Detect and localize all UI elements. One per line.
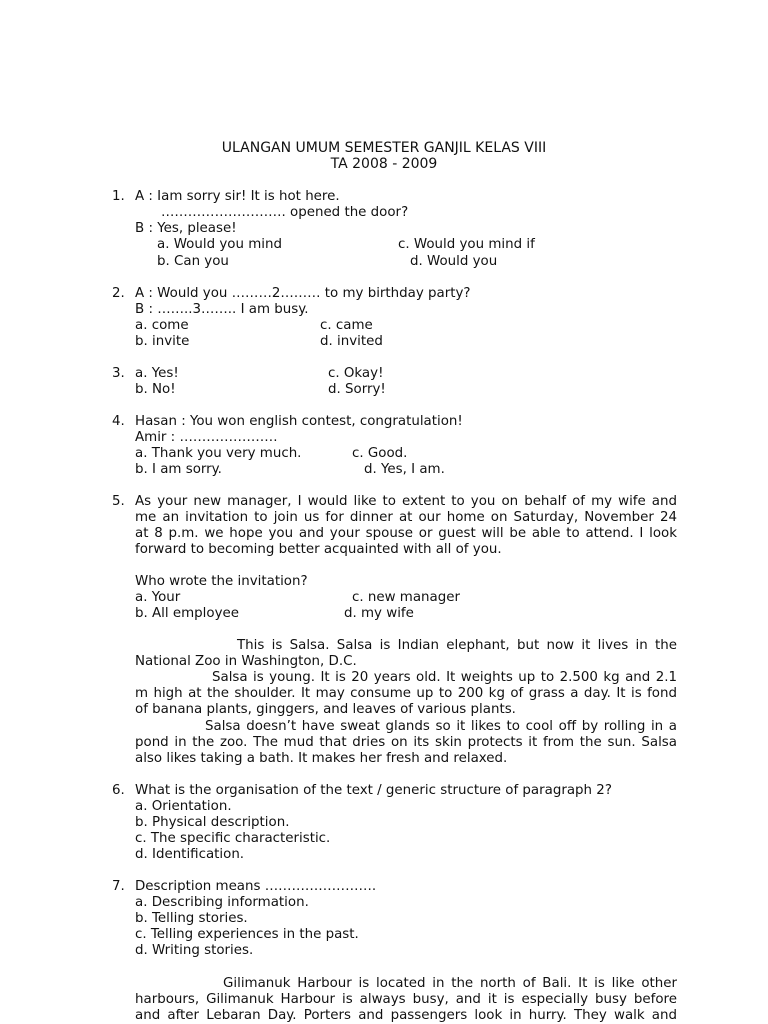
option-a: a. Your <box>135 590 181 605</box>
exam-year: TA 2008 - 2009 <box>330 156 438 172</box>
option-c: c. The specific characteristic. <box>135 831 331 846</box>
option-a: a. Would you mind <box>157 237 282 252</box>
option-c: c. came <box>320 318 373 333</box>
question-number: 7. <box>112 879 125 894</box>
question-text: Who wrote the invitation? <box>135 574 308 589</box>
invitation-text-line: As your new manager, I would like to extent to you on behalf of my wife and <box>135 494 677 509</box>
option-b: b. Can you <box>157 254 229 269</box>
exam-title: ULANGAN UMUM SEMESTER GANJIL KELAS VIII <box>221 140 547 156</box>
option-a: a. Yes! <box>135 366 179 381</box>
option-a: a. Orientation. <box>135 799 232 814</box>
dialogue-line: Amir : …………………. <box>135 430 278 445</box>
option-b: b. No! <box>135 382 176 397</box>
question-number: 3. <box>112 366 125 381</box>
option-a: a. come <box>135 318 189 333</box>
dialogue-line: B : ……..3…….. I am busy. <box>135 302 309 317</box>
question-number: 5. <box>112 494 125 509</box>
option-c: c. new manager <box>352 590 460 605</box>
passage-line: harbours, Gilimanuk Harbour is always busy, and it is especially busy before <box>135 992 677 1007</box>
question-number: 6. <box>112 783 125 798</box>
passage-line: m high at the shoulder. It may consume up to 200 kg of grass a day. It is fond <box>135 686 677 701</box>
option-d: d. my wife <box>344 606 414 621</box>
option-d: d. Identification. <box>135 847 245 862</box>
invitation-text-line: at 8 p.m. we hope you and your spouse or guest will be able to attend. I look <box>135 526 677 541</box>
passage-line: National Zoo in Washington, D.C. <box>135 654 357 669</box>
passage-line: This is Salsa. Salsa is Indian elephant, but now it lives in the <box>237 638 677 653</box>
option-b: b. invite <box>135 334 190 349</box>
dialogue-line: A : Would you ………2……… to my birthday party? <box>135 286 471 301</box>
dialogue-line: ………………………. opened the door? <box>161 205 409 220</box>
passage-line: of banana plants, ginggers, and leaves of various plants. <box>135 702 516 717</box>
question-text: What is the organisation of the text / generic structure of paragraph 2? <box>135 783 612 798</box>
invitation-text-line: forward to becoming better acquainted with all of you. <box>135 542 502 557</box>
passage-line: Salsa is young. It is 20 years old. It weights up to 2.500 kg and 2.1 <box>212 670 677 685</box>
passage-line: Gilimanuk Harbour is located in the north of Bali. It is like other <box>223 976 677 991</box>
option-b: b. Physical description. <box>135 815 290 830</box>
invitation-text-line: me an invitation to join us for dinner at our home on Saturday, November 24 <box>135 510 677 525</box>
option-d: d. Writing stories. <box>135 943 254 958</box>
option-c: c. Okay! <box>328 366 384 381</box>
dialogue-line: A : Iam sorry sir! It is hot here. <box>135 189 340 204</box>
option-d: d. Yes, I am. <box>364 462 445 477</box>
option-b: b. All employee <box>135 606 239 621</box>
question-number: 4. <box>112 414 125 429</box>
option-c: c. Telling experiences in the past. <box>135 927 359 942</box>
option-a: a. Thank you very much. <box>135 446 302 461</box>
option-b: b. Telling stories. <box>135 911 248 926</box>
passage-line: Salsa doesn’t have sweat glands so it likes to cool off by rolling in a <box>205 719 677 734</box>
option-d: d. Would you <box>410 254 498 269</box>
option-a: a. Describing information. <box>135 895 309 910</box>
option-b: b. I am sorry. <box>135 462 222 477</box>
dialogue-line: Hasan : You won english contest, congratulation! <box>135 414 463 429</box>
passage-line: pond in the zoo. The mud that dries on its skin protects it from the sun. Salsa <box>135 735 677 750</box>
question-text: Description means ……………………. <box>135 879 377 894</box>
option-c: c. Would you mind if <box>398 237 535 252</box>
option-d: d. Sorry! <box>328 382 386 397</box>
passage-line: and after Lebaran Day. Porters and passengers look in hurry. They walk and <box>135 1008 677 1023</box>
question-number: 2. <box>112 286 125 301</box>
dialogue-line: B : Yes, please! <box>135 221 237 236</box>
option-c: c. Good. <box>352 446 408 461</box>
question-number: 1. <box>112 189 125 204</box>
option-d: d. invited <box>320 334 383 349</box>
passage-line: also likes taking a bath. It makes her fresh and relaxed. <box>135 751 508 766</box>
